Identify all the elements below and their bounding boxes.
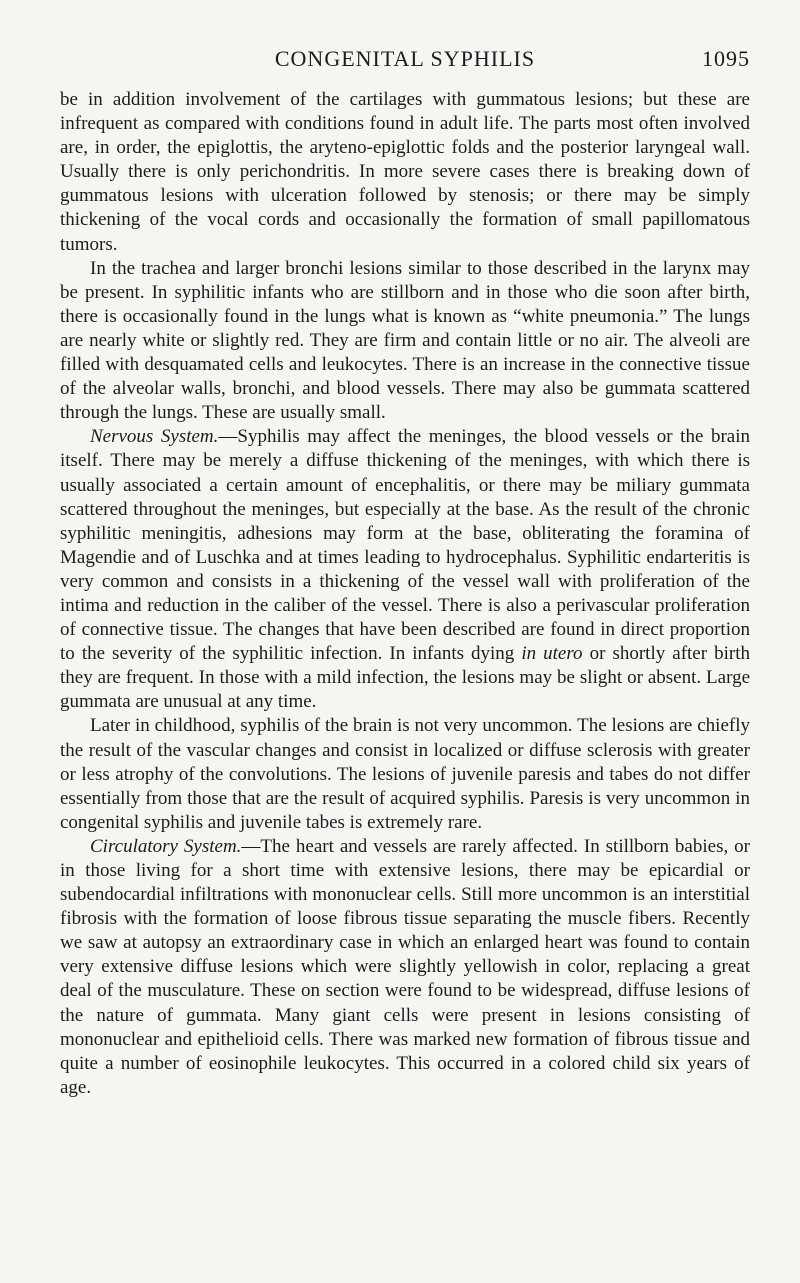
- page-number: 1095: [702, 46, 750, 71]
- paragraph-text: or shortly after birth they are frequent. In those with a mild infection, the lesions may be slight or absent. Large gummata are unusual at any time.: [60, 643, 750, 713]
- paragraph-trachea-lungs: In the trachea and larger bronchi lesions similar to those described in the larynx may be present. In syphilitic infants who are stillborn and in those who die soon after birth, there is occasionally found in the lungs what is known as “white pneumonia.” The lungs are nearly white or slightly red. They are firm and contain little or no air. The alveoli are filled with desquamated cells and leukocytes. There is an increase in the connective tissue of the alveolar walls, bronchi, and blood vessels. There may also be gummata scattered through the lungs. These are usually small.: [60, 257, 750, 424]
- italic-term: in utero: [521, 643, 583, 665]
- body-text: [60, 88, 750, 1100]
- section-heading-circulatory-system: Circulatory System.: [90, 835, 242, 857]
- page-header: [60, 46, 750, 88]
- running-head: CONGENITAL SYPHILIS: [274, 46, 536, 71]
- paragraph-larynx-continuation: be in addition involvement of the cartilages with gummatous lesions; but these are infrequent as compared with conditions found in adult life. The parts most often involved are, in order, the epiglottis, the aryteno-epiglottic folds and the posterior laryngeal wall. Usually there is only perichondritis. In more severe cases there is breaking down of gummatous lesions with ulceration followed by stenosis; or there may be simply thickening of the vocal cords and occasionally the formation of small papillomatous tumors.: [60, 89, 750, 255]
- section-heading-nervous-system: Nervous System.: [90, 426, 219, 448]
- paragraph-circulatory-system: [60, 835, 750, 1100]
- paragraph-nervous-system: [60, 425, 750, 714]
- paragraph-text: —The heart and vessels are rarely affected. In stillborn babies, or in those living for a short time with extensive lesions, there may be epicardial or subendocardial infiltrations with mononuclear cells. Still more uncommon is an interstitial fibrosis with the formation of loose fibrous tissue separating the muscle fibers. Recently we saw at autopsy an extraordinary case in which an enlarged heart was found to contain very extensive diffuse lesions which were slightly yellowish in color, replacing a great deal of the musculature. These on section were found to be widespread, diffuse lesions of the nature of gummata. Many giant cells were present in lesions consisting of mononuclear and epithelioid cells. There was marked new formation of fibrous tissue and quite a number of eosinophile leukocytes. This occurred in a colored child six years of age.: [60, 835, 750, 1098]
- paragraph-text: —Syphilis may affect the meninges, the blood vessels or the brain itself. There may be merely a diffuse thickening of the meninges, with which there is usually associated a certain amount of encephalitis, or there may be miliary gummata scattered throughout the meninges, but especially at the base. As the result of the chronic syphilitic meningitis, adhesions may form at the base, obliterating the foramina of Magendie and of Luschka and at times leading to hydrocephalus. Syphilitic endarteritis is very common and consists in a thickening of the vessel wall with proliferation of the intima and reduction in the caliber of the vessel. There is also a perivascular proliferation of connective tissue. The changes that have been described are found in direct proportion to the severity of the syphilitic infection. In infants dying: [60, 426, 750, 665]
- paragraph-later-childhood: Later in childhood, syphilis of the brain is not very uncommon. The lesions are chiefly the result of the vascular changes and consist in localized or diffuse sclerosis with greater or less atrophy of the convolutions. The lesions of juvenile paresis and tabes do not differ essentially from those that are the result of acquired syphilis. Paresis is very uncommon in congenital syphilis and juvenile tabes is extremely rare.: [60, 715, 750, 833]
